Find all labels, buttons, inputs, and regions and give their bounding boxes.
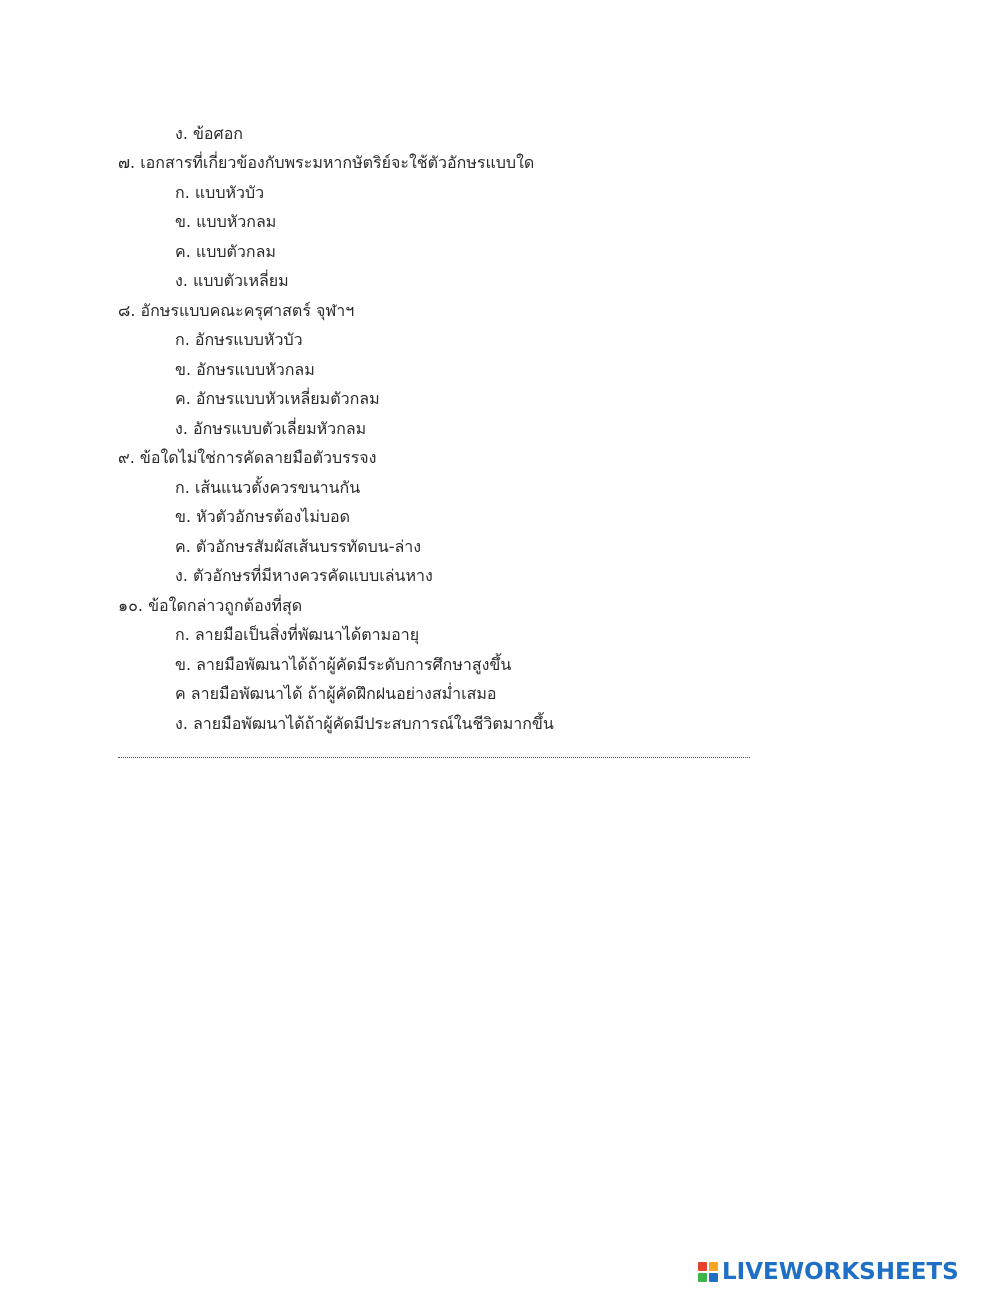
option-7b: ข. แบบหัวกลม [175,212,277,231]
option-7c: ค. แบบตัวกลม [175,242,276,261]
option-10c: ค ลายมือพัฒนาได้ ถ้าผู้คัดฝึกฝนอย่างสม่ำเสมอ [175,684,497,703]
question-8: ๘. อักษรแบบคณะครุศาสตร์ จุฬาฯ [118,301,355,320]
option-10b: ข. ลายมือพัฒนาได้ถ้าผู้คัดมีระดับการศึกษาสูงขึ้น [175,655,512,674]
option-8c: ค. อักษรแบบหัวเหลี่ยมตัวกลม [175,389,380,408]
logo-square-red [698,1262,707,1271]
option-7d: ง. แบบตัวเหลี่ยม [175,271,289,290]
logo-square-blue [709,1273,718,1282]
option-9d: ง. ตัวอักษรที่มีหางควรคัดแบบเล่นหาง [175,566,433,585]
option-7a: ก. แบบหัวบัว [175,183,265,202]
question-9: ๙. ข้อใดไม่ใช่การคัดลายมือตัวบรรจง [118,448,377,467]
option-8a: ก. อักษรแบบหัวบัว [175,330,303,349]
question-10: ๑๐. ข้อใดกล่าวถูกต้องที่สุด [118,596,303,615]
dotted-divider [118,757,750,758]
question-7: ๗. เอกสารที่เกี่ยวข้องกับพระมหากษัตริย์จะใช้ตัวอักษรแบบใด [118,153,535,172]
option-8b: ข. อักษรแบบหัวกลม [175,360,315,379]
option-9b: ข. หัวตัวอักษรต้องไม่บอด [175,507,351,526]
option-10a: ก. ลายมือเป็นสิ่งที่พัฒนาได้ตามอายุ [175,625,420,644]
logo-square-green [698,1273,707,1282]
logo-text: LIVEWORKSHEETS [722,1259,959,1285]
liveworksheets-logo [698,1258,959,1286]
option-6d: ง. ข้อศอก [175,124,243,143]
logo-square-orange [709,1262,718,1271]
option-8d: ง. อักษรแบบตัวเลี่ยมหัวกลม [175,419,367,438]
option-9c: ค. ตัวอักษรสัมผัสเส้นบรรทัดบน-ล่าง [175,537,422,556]
option-10d: ง. ลายมือพัฒนาได้ถ้าผู้คัดมีประสบการณ์ในชีวิตมากขึ้น [175,714,554,733]
option-9a: ก. เส้นแนวตั้งควรขนานกัน [175,478,361,497]
logo-mark-icon [698,1262,718,1282]
